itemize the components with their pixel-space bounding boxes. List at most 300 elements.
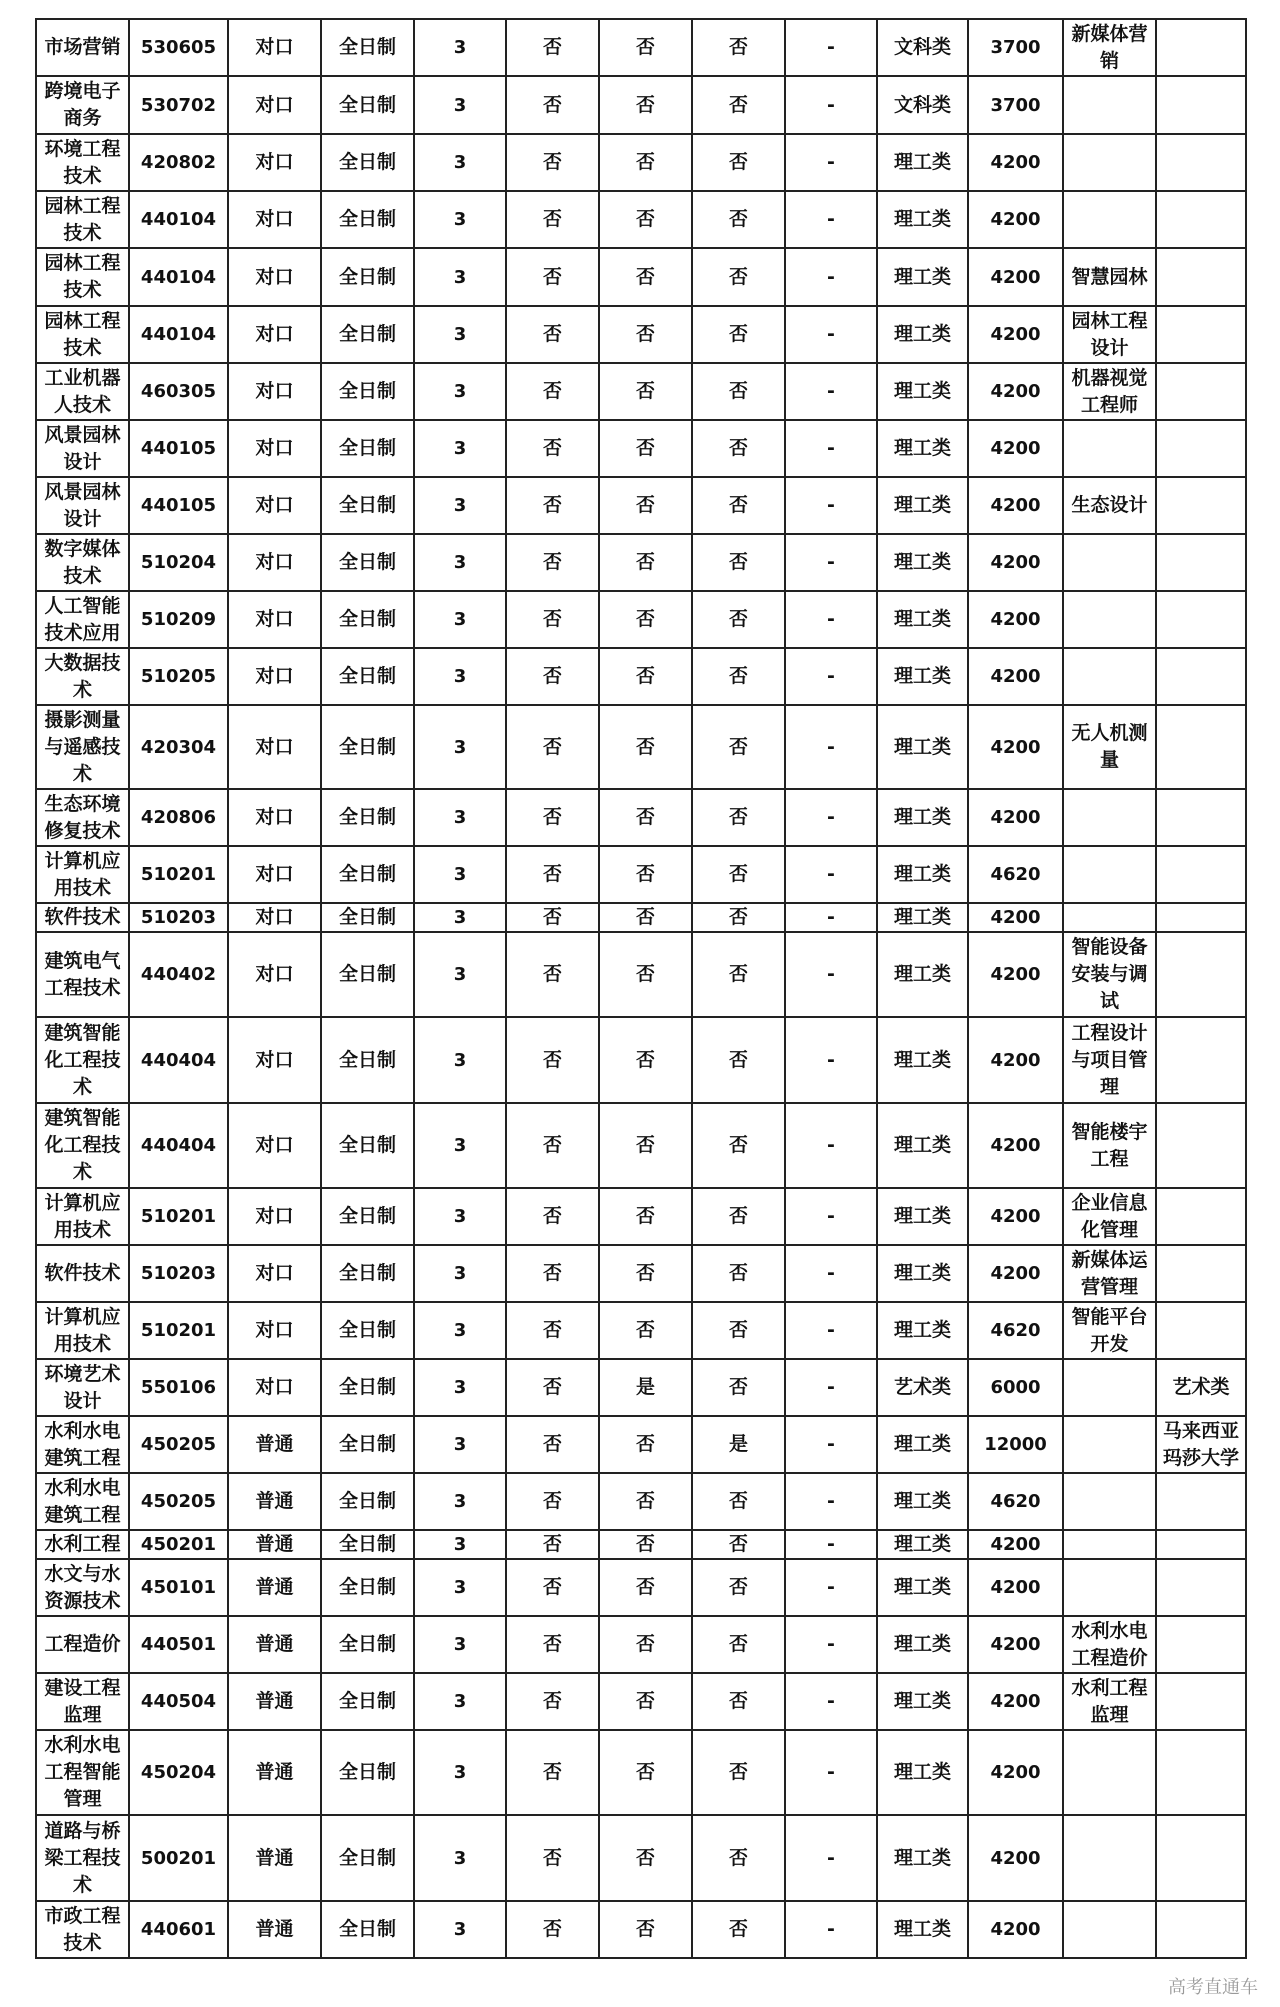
table-row <box>36 1103 1246 1188</box>
cell-mode: 全日制 <box>321 134 414 191</box>
cell-name: 园林工程技术 <box>36 191 129 248</box>
cell-c4: - <box>785 705 877 789</box>
cell-mode: 全日制 <box>321 534 414 591</box>
cell-dir <box>1063 1530 1156 1559</box>
table-row <box>36 591 1246 648</box>
cell-category: 理工类 <box>877 932 968 1017</box>
cell-dir: 园林工程设计 <box>1063 306 1156 363</box>
cell-c1: 否 <box>506 648 599 705</box>
cell-category: 理工类 <box>877 1017 968 1103</box>
cell-type: 对口 <box>228 846 321 903</box>
cell-mode: 全日制 <box>321 1473 414 1530</box>
cell-dir: 新媒体营销 <box>1063 19 1156 76</box>
cell-c4: - <box>785 591 877 648</box>
cell-c3: 否 <box>692 1559 785 1616</box>
cell-c2: 否 <box>599 846 692 903</box>
cell-c3: 否 <box>692 846 785 903</box>
cell-fee: 4200 <box>968 534 1063 591</box>
cell-note <box>1156 648 1246 705</box>
cell-c2: 否 <box>599 1245 692 1302</box>
cell-c3: 否 <box>692 932 785 1017</box>
cell-type: 对口 <box>228 1302 321 1359</box>
cell-c2: 否 <box>599 363 692 420</box>
table-row <box>36 705 1246 789</box>
cell-category: 艺术类 <box>877 1359 968 1416</box>
cell-category: 理工类 <box>877 477 968 534</box>
table-row <box>36 420 1246 477</box>
cell-note <box>1156 1302 1246 1359</box>
cell-mode: 全日制 <box>321 1673 414 1730</box>
cell-c4: - <box>785 789 877 846</box>
table-row <box>36 477 1246 534</box>
cell-name: 数字媒体技术 <box>36 534 129 591</box>
cell-code: 440601 <box>129 1901 228 1958</box>
cell-name: 市政工程技术 <box>36 1901 129 1958</box>
cell-c4: - <box>785 363 877 420</box>
cell-c1: 否 <box>506 534 599 591</box>
cell-note <box>1156 1730 1246 1815</box>
cell-years: 3 <box>414 1673 506 1730</box>
cell-category: 理工类 <box>877 1559 968 1616</box>
cell-note <box>1156 1017 1246 1103</box>
cell-c3: 否 <box>692 1901 785 1958</box>
table-row <box>36 363 1246 420</box>
cell-c3: 否 <box>692 1815 785 1901</box>
table-row <box>36 76 1246 134</box>
cell-c2: 否 <box>599 191 692 248</box>
cell-c3: 否 <box>692 1188 785 1245</box>
cell-c4: - <box>785 1473 877 1530</box>
cell-c2: 否 <box>599 591 692 648</box>
cell-fee: 4200 <box>968 1673 1063 1730</box>
cell-years: 3 <box>414 1473 506 1530</box>
cell-years: 3 <box>414 363 506 420</box>
cell-type: 对口 <box>228 1245 321 1302</box>
table-row <box>36 789 1246 846</box>
cell-category: 文科类 <box>877 19 968 76</box>
cell-dir <box>1063 789 1156 846</box>
cell-c2: 否 <box>599 932 692 1017</box>
cell-c1: 否 <box>506 1017 599 1103</box>
table-row <box>36 1559 1246 1616</box>
cell-category: 理工类 <box>877 134 968 191</box>
cell-note: 艺术类 <box>1156 1359 1246 1416</box>
cell-c2: 否 <box>599 1302 692 1359</box>
cell-mode: 全日制 <box>321 76 414 134</box>
cell-note <box>1156 1103 1246 1188</box>
cell-category: 理工类 <box>877 903 968 932</box>
cell-mode: 全日制 <box>321 191 414 248</box>
cell-category: 理工类 <box>877 591 968 648</box>
cell-category: 理工类 <box>877 1673 968 1730</box>
cell-c4: - <box>785 846 877 903</box>
cell-fee: 4200 <box>968 420 1063 477</box>
cell-c4: - <box>785 1530 877 1559</box>
cell-type: 对口 <box>228 19 321 76</box>
cell-c1: 否 <box>506 1730 599 1815</box>
cell-c2: 否 <box>599 19 692 76</box>
cell-years: 3 <box>414 534 506 591</box>
cell-c4: - <box>785 534 877 591</box>
cell-name: 园林工程技术 <box>36 248 129 306</box>
cell-c3: 否 <box>692 363 785 420</box>
cell-years: 3 <box>414 705 506 789</box>
cell-dir <box>1063 591 1156 648</box>
cell-mode: 全日制 <box>321 591 414 648</box>
cell-c2: 否 <box>599 648 692 705</box>
table-row <box>36 1017 1246 1103</box>
cell-type: 普通 <box>228 1473 321 1530</box>
cell-fee: 4620 <box>968 846 1063 903</box>
cell-code: 420806 <box>129 789 228 846</box>
cell-category: 文科类 <box>877 76 968 134</box>
cell-type: 普通 <box>228 1559 321 1616</box>
cell-c1: 否 <box>506 1815 599 1901</box>
cell-code: 530605 <box>129 19 228 76</box>
table-body <box>36 19 1246 1958</box>
cell-category: 理工类 <box>877 1730 968 1815</box>
table-row <box>36 248 1246 306</box>
cell-c1: 否 <box>506 932 599 1017</box>
cell-category: 理工类 <box>877 191 968 248</box>
cell-code: 450201 <box>129 1530 228 1559</box>
cell-c1: 否 <box>506 1359 599 1416</box>
cell-c3: 否 <box>692 903 785 932</box>
cell-fee: 4200 <box>968 306 1063 363</box>
cell-note <box>1156 903 1246 932</box>
cell-dir <box>1063 1815 1156 1901</box>
cell-type: 对口 <box>228 1359 321 1416</box>
cell-c1: 否 <box>506 1103 599 1188</box>
cell-c4: - <box>785 1245 877 1302</box>
cell-mode: 全日制 <box>321 903 414 932</box>
cell-years: 3 <box>414 76 506 134</box>
cell-category: 理工类 <box>877 420 968 477</box>
cell-years: 3 <box>414 1815 506 1901</box>
cell-fee: 4200 <box>968 1815 1063 1901</box>
cell-c2: 否 <box>599 1901 692 1958</box>
cell-name: 市场营销 <box>36 19 129 76</box>
cell-c3: 否 <box>692 648 785 705</box>
cell-name: 水利水电建筑工程 <box>36 1473 129 1530</box>
watermark: 高考直通车 <box>1168 1977 1258 1998</box>
cell-code: 450101 <box>129 1559 228 1616</box>
cell-c1: 否 <box>506 1901 599 1958</box>
cell-fee: 4200 <box>968 1188 1063 1245</box>
cell-mode: 全日制 <box>321 1416 414 1473</box>
cell-code: 460305 <box>129 363 228 420</box>
cell-dir <box>1063 903 1156 932</box>
cell-note <box>1156 1559 1246 1616</box>
cell-c1: 否 <box>506 591 599 648</box>
cell-name: 计算机应用技术 <box>36 1188 129 1245</box>
cell-years: 3 <box>414 1103 506 1188</box>
cell-c4: - <box>785 477 877 534</box>
cell-type: 普通 <box>228 1530 321 1559</box>
cell-mode: 全日制 <box>321 1103 414 1188</box>
cell-c4: - <box>785 1017 877 1103</box>
cell-dir <box>1063 1559 1156 1616</box>
cell-fee: 4200 <box>968 591 1063 648</box>
cell-years: 3 <box>414 1730 506 1815</box>
cell-c1: 否 <box>506 1416 599 1473</box>
table-row <box>36 846 1246 903</box>
cell-name: 园林工程技术 <box>36 306 129 363</box>
table-row <box>36 1530 1246 1559</box>
cell-fee: 4620 <box>968 1302 1063 1359</box>
cell-mode: 全日制 <box>321 248 414 306</box>
cell-years: 3 <box>414 477 506 534</box>
cell-category: 理工类 <box>877 1901 968 1958</box>
cell-type: 对口 <box>228 248 321 306</box>
cell-dir <box>1063 1359 1156 1416</box>
cell-c3: 否 <box>692 19 785 76</box>
cell-c1: 否 <box>506 1530 599 1559</box>
table-row <box>36 1616 1246 1673</box>
cell-c3: 否 <box>692 191 785 248</box>
cell-c4: - <box>785 134 877 191</box>
cell-type: 对口 <box>228 648 321 705</box>
cell-fee: 4200 <box>968 1245 1063 1302</box>
cell-c4: - <box>785 1302 877 1359</box>
cell-code: 450204 <box>129 1730 228 1815</box>
cell-dir <box>1063 420 1156 477</box>
cell-c1: 否 <box>506 76 599 134</box>
cell-c3: 否 <box>692 134 785 191</box>
cell-c3: 否 <box>692 1616 785 1673</box>
cell-c3: 否 <box>692 1302 785 1359</box>
cell-dir: 水利工程监理 <box>1063 1673 1156 1730</box>
cell-fee: 4200 <box>968 363 1063 420</box>
cell-category: 理工类 <box>877 1245 968 1302</box>
cell-c1: 否 <box>506 306 599 363</box>
cell-c2: 否 <box>599 420 692 477</box>
cell-type: 普通 <box>228 1616 321 1673</box>
cell-type: 对口 <box>228 1103 321 1188</box>
cell-code: 440404 <box>129 1103 228 1188</box>
cell-dir: 水利水电工程造价 <box>1063 1616 1156 1673</box>
table-row <box>36 1815 1246 1901</box>
cell-fee: 4200 <box>968 134 1063 191</box>
cell-dir: 企业信息化管理 <box>1063 1188 1156 1245</box>
table-row <box>36 1901 1246 1958</box>
cell-c3: 否 <box>692 477 785 534</box>
cell-c2: 否 <box>599 1017 692 1103</box>
cell-name: 大数据技术 <box>36 648 129 705</box>
cell-c3: 否 <box>692 248 785 306</box>
cell-dir: 生态设计 <box>1063 477 1156 534</box>
cell-note <box>1156 1673 1246 1730</box>
cell-c1: 否 <box>506 363 599 420</box>
cell-code: 440404 <box>129 1017 228 1103</box>
cell-code: 510204 <box>129 534 228 591</box>
cell-note <box>1156 477 1246 534</box>
cell-mode: 全日制 <box>321 1359 414 1416</box>
cell-dir <box>1063 1473 1156 1530</box>
cell-dir <box>1063 1901 1156 1958</box>
cell-category: 理工类 <box>877 363 968 420</box>
cell-code: 510209 <box>129 591 228 648</box>
cell-c4: - <box>785 420 877 477</box>
cell-name: 水利工程 <box>36 1530 129 1559</box>
cell-years: 3 <box>414 420 506 477</box>
cell-mode: 全日制 <box>321 1245 414 1302</box>
table-row <box>36 1245 1246 1302</box>
cell-mode: 全日制 <box>321 789 414 846</box>
cell-c1: 否 <box>506 846 599 903</box>
cell-c4: - <box>785 1901 877 1958</box>
cell-years: 3 <box>414 134 506 191</box>
cell-type: 普通 <box>228 1416 321 1473</box>
cell-c4: - <box>785 1730 877 1815</box>
cell-code: 510205 <box>129 648 228 705</box>
cell-code: 450205 <box>129 1416 228 1473</box>
cell-c4: - <box>785 191 877 248</box>
cell-category: 理工类 <box>877 648 968 705</box>
cell-c1: 否 <box>506 248 599 306</box>
cell-fee: 4200 <box>968 248 1063 306</box>
cell-dir: 智能平台开发 <box>1063 1302 1156 1359</box>
table-row <box>36 1673 1246 1730</box>
cell-note <box>1156 191 1246 248</box>
cell-c1: 否 <box>506 1559 599 1616</box>
cell-code: 440105 <box>129 420 228 477</box>
cell-note: 马来西亚玛莎大学 <box>1156 1416 1246 1473</box>
cell-mode: 全日制 <box>321 363 414 420</box>
cell-type: 对口 <box>228 591 321 648</box>
cell-code: 440402 <box>129 932 228 1017</box>
cell-years: 3 <box>414 1359 506 1416</box>
cell-c3: 否 <box>692 420 785 477</box>
cell-fee: 4200 <box>968 648 1063 705</box>
cell-name: 建设工程监理 <box>36 1673 129 1730</box>
cell-mode: 全日制 <box>321 477 414 534</box>
cell-fee: 4620 <box>968 1473 1063 1530</box>
cell-years: 3 <box>414 191 506 248</box>
cell-dir: 机器视觉工程师 <box>1063 363 1156 420</box>
cell-c3: 否 <box>692 534 785 591</box>
cell-years: 3 <box>414 248 506 306</box>
table-row <box>36 1730 1246 1815</box>
cell-c4: - <box>785 76 877 134</box>
cell-mode: 全日制 <box>321 1302 414 1359</box>
cell-mode: 全日制 <box>321 1730 414 1815</box>
cell-type: 对口 <box>228 134 321 191</box>
cell-category: 理工类 <box>877 534 968 591</box>
cell-c2: 否 <box>599 1416 692 1473</box>
cell-c1: 否 <box>506 903 599 932</box>
cell-name: 工业机器人技术 <box>36 363 129 420</box>
cell-c1: 否 <box>506 19 599 76</box>
cell-note <box>1156 705 1246 789</box>
cell-name: 摄影测量与遥感技术 <box>36 705 129 789</box>
cell-type: 对口 <box>228 1017 321 1103</box>
cell-note <box>1156 19 1246 76</box>
cell-mode: 全日制 <box>321 19 414 76</box>
cell-c3: 否 <box>692 591 785 648</box>
table-row <box>36 1473 1246 1530</box>
cell-c1: 否 <box>506 1245 599 1302</box>
cell-c1: 否 <box>506 420 599 477</box>
cell-type: 普通 <box>228 1673 321 1730</box>
cell-code: 440104 <box>129 248 228 306</box>
cell-code: 420802 <box>129 134 228 191</box>
cell-years: 3 <box>414 903 506 932</box>
cell-name: 软件技术 <box>36 1245 129 1302</box>
cell-dir <box>1063 1416 1156 1473</box>
cell-fee: 4200 <box>968 1530 1063 1559</box>
cell-c4: - <box>785 19 877 76</box>
cell-dir <box>1063 1730 1156 1815</box>
cell-category: 理工类 <box>877 846 968 903</box>
cell-fee: 3700 <box>968 19 1063 76</box>
cell-type: 对口 <box>228 420 321 477</box>
cell-mode: 全日制 <box>321 1901 414 1958</box>
cell-code: 510203 <box>129 1245 228 1302</box>
cell-c3: 否 <box>692 1530 785 1559</box>
table-row <box>36 1302 1246 1359</box>
cell-code: 440104 <box>129 191 228 248</box>
cell-c4: - <box>785 248 877 306</box>
table-row <box>36 932 1246 1017</box>
cell-code: 530702 <box>129 76 228 134</box>
cell-fee: 4200 <box>968 1559 1063 1616</box>
cell-type: 对口 <box>228 932 321 1017</box>
cell-fee: 4200 <box>968 1901 1063 1958</box>
cell-note <box>1156 76 1246 134</box>
cell-note <box>1156 846 1246 903</box>
cell-c4: - <box>785 1559 877 1616</box>
cell-name: 建筑电气工程技术 <box>36 932 129 1017</box>
cell-name: 软件技术 <box>36 903 129 932</box>
table-row <box>36 648 1246 705</box>
cell-c1: 否 <box>506 1616 599 1673</box>
cell-category: 理工类 <box>877 1416 968 1473</box>
cell-note <box>1156 1530 1246 1559</box>
cell-fee: 3700 <box>968 76 1063 134</box>
cell-note <box>1156 134 1246 191</box>
cell-category: 理工类 <box>877 789 968 846</box>
cell-category: 理工类 <box>877 1616 968 1673</box>
cell-name: 工程造价 <box>36 1616 129 1673</box>
cell-category: 理工类 <box>877 1188 968 1245</box>
cell-c2: 否 <box>599 1730 692 1815</box>
cell-mode: 全日制 <box>321 932 414 1017</box>
table-row <box>36 1359 1246 1416</box>
cell-c3: 否 <box>692 1103 785 1188</box>
cell-dir <box>1063 134 1156 191</box>
cell-c1: 否 <box>506 1188 599 1245</box>
cell-type: 普通 <box>228 1730 321 1815</box>
cell-c4: - <box>785 648 877 705</box>
cell-mode: 全日制 <box>321 306 414 363</box>
cell-note <box>1156 591 1246 648</box>
cell-note <box>1156 1245 1246 1302</box>
cell-years: 3 <box>414 846 506 903</box>
cell-c2: 否 <box>599 1188 692 1245</box>
cell-c3: 否 <box>692 789 785 846</box>
cell-years: 3 <box>414 1302 506 1359</box>
cell-dir: 智能楼宇工程 <box>1063 1103 1156 1188</box>
cell-mode: 全日制 <box>321 1188 414 1245</box>
cell-years: 3 <box>414 1416 506 1473</box>
cell-years: 3 <box>414 1616 506 1673</box>
table-row <box>36 534 1246 591</box>
cell-code: 510201 <box>129 846 228 903</box>
cell-mode: 全日制 <box>321 648 414 705</box>
table-row <box>36 191 1246 248</box>
cell-category: 理工类 <box>877 1815 968 1901</box>
